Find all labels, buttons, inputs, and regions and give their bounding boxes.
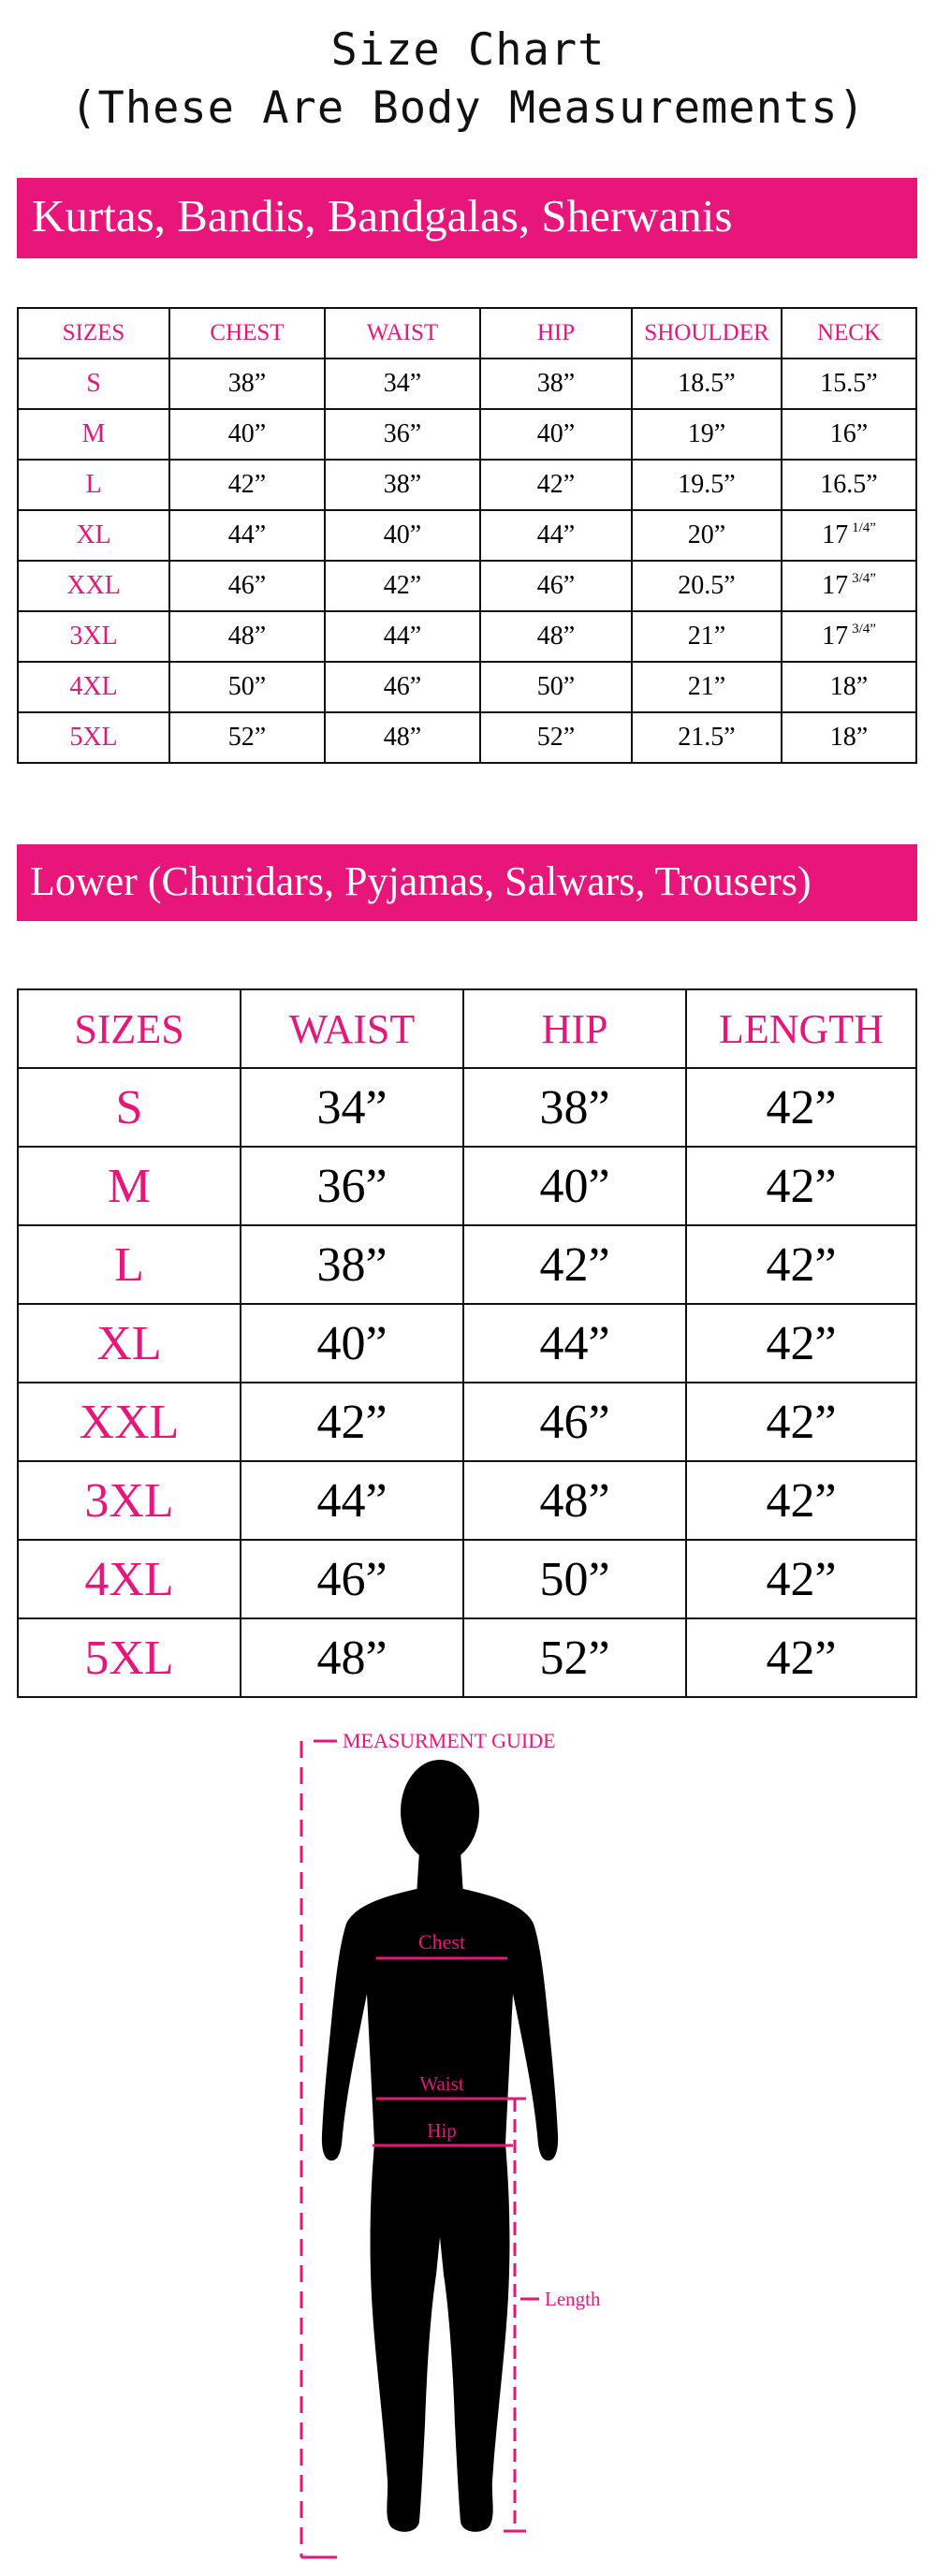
table-header-row: [18, 989, 916, 1068]
size-label: S: [18, 1068, 241, 1147]
size-label: 3XL: [18, 611, 169, 662]
size-label: 3XL: [18, 1461, 241, 1540]
measurement-cell: 44”: [463, 1304, 686, 1383]
measurement-cell: 42”: [325, 561, 480, 611]
table-row: [18, 359, 916, 409]
table-row: [18, 1618, 916, 1697]
measurement-cell: 16”: [782, 409, 916, 460]
measurement-cell: 48”: [480, 611, 632, 662]
measurement-cell: 16.5”: [782, 460, 916, 510]
column-header: SIZES: [18, 308, 169, 359]
size-label: XXL: [18, 1383, 241, 1461]
measurement-cell: 42”: [686, 1225, 916, 1304]
measurement-cell: 38”: [463, 1068, 686, 1147]
table-row: [18, 662, 916, 712]
table-row: [18, 1383, 916, 1461]
measurement-cell: 48”: [325, 712, 480, 763]
measurement-cell: 42”: [686, 1304, 916, 1383]
measurement-cell: 42”: [480, 460, 632, 510]
measurement-cell: 17 $^{1/4”}$: [782, 510, 916, 561]
measurement-cell: 17 $^{3/4”}$: [782, 561, 916, 611]
measurement-cell: 46”: [480, 561, 632, 611]
measurement-cell: 21”: [632, 662, 782, 712]
page-subtitle: (These Are Body Measurements): [70, 82, 866, 134]
measurement-guide: [0, 1713, 936, 2576]
measurement-cell: 44”: [325, 611, 480, 662]
measurement-cell: 50”: [169, 662, 325, 712]
measurement-cell: 48”: [463, 1461, 686, 1540]
measurement-cell: 18”: [782, 712, 916, 763]
table-row: [18, 712, 916, 763]
table-row: [18, 1540, 916, 1618]
size-label: 5XL: [18, 1618, 241, 1697]
column-header: NECK: [782, 308, 916, 359]
hip-label: Hip: [427, 2119, 457, 2142]
measurement-cell: 18.5”: [632, 359, 782, 409]
measurement-cell: 52”: [463, 1618, 686, 1697]
measurement-cell: 34”: [241, 1068, 463, 1147]
table-row: [18, 1304, 916, 1383]
size-label: XXL: [18, 561, 169, 611]
measurement-cell: 44”: [169, 510, 325, 561]
measurement-cell: 44”: [241, 1461, 463, 1540]
column-header: SHOULDER: [632, 308, 782, 359]
section2-banner: [17, 844, 917, 921]
table-row: [18, 1225, 916, 1304]
section2-banner-label: Lower (Churidars, Pyjamas, Salwars, Trousers): [30, 858, 812, 904]
measurement-cell: 40”: [480, 409, 632, 460]
measurement-cell: 15.5”: [782, 359, 916, 409]
column-header: WAIST: [325, 308, 480, 359]
section1-banner-label: Kurtas, Bandis, Bandgalas, Sherwanis: [32, 190, 733, 242]
chest-label: Chest: [417, 1930, 466, 1954]
measurement-cell: 20.5”: [632, 561, 782, 611]
measurement-cell: 20”: [632, 510, 782, 561]
column-header: WAIST: [241, 989, 463, 1068]
waist-label: Waist: [419, 2072, 464, 2095]
size-label: 4XL: [18, 1540, 241, 1618]
fraction-superscript: 3/4”: [852, 571, 876, 586]
table-row: [18, 409, 916, 460]
measurement-cell: 48”: [241, 1618, 463, 1697]
table-row: [18, 611, 916, 662]
page-title: Size Chart: [330, 24, 606, 76]
measurement-cell: 42”: [686, 1068, 916, 1147]
measurement-cell: 38”: [169, 359, 325, 409]
measurement-cell: 46”: [169, 561, 325, 611]
measurement-cell: 38”: [480, 359, 632, 409]
measurement-cell: 40”: [325, 510, 480, 561]
length-label: Length: [545, 2288, 601, 2310]
measurement-cell: 18”: [782, 662, 916, 712]
lower-size-table: [17, 988, 917, 1698]
measurement-cell: 44”: [480, 510, 632, 561]
table-row: [18, 1461, 916, 1540]
upper-size-table: [17, 307, 917, 764]
table-row: [18, 1147, 916, 1225]
measurement-cell: 42”: [686, 1618, 916, 1697]
table-row: [18, 561, 916, 611]
size-label: M: [18, 1147, 241, 1225]
measurement-cell: 48”: [169, 611, 325, 662]
fraction-superscript: 3/4”: [852, 622, 876, 637]
column-header: LENGTH: [686, 989, 916, 1068]
measurement-cell: 42”: [241, 1383, 463, 1461]
table-row: [18, 460, 916, 510]
measurement-cell: 42”: [686, 1461, 916, 1540]
column-header: CHEST: [169, 308, 325, 359]
measurement-cell: 17 $^{3/4”}$: [782, 611, 916, 662]
measurement-cell: 21.5”: [632, 712, 782, 763]
measurement-cell: 21”: [632, 611, 782, 662]
size-label: M: [18, 409, 169, 460]
size-label: XL: [18, 510, 169, 561]
measurement-cell: 42”: [463, 1225, 686, 1304]
measurement-cell: 36”: [325, 409, 480, 460]
size-label: 4XL: [18, 662, 169, 712]
measurement-cell: 19.5”: [632, 460, 782, 510]
section1-banner: [17, 178, 917, 258]
measurement-cell: 42”: [169, 460, 325, 510]
measurement-cell: 42”: [686, 1147, 916, 1225]
measurement-cell: 38”: [325, 460, 480, 510]
measurement-cell: 40”: [169, 409, 325, 460]
size-label: L: [18, 460, 169, 510]
table-row: [18, 1068, 916, 1147]
measurement-cell: 19”: [632, 409, 782, 460]
column-header: HIP: [463, 989, 686, 1068]
column-header: HIP: [480, 308, 632, 359]
size-label: XL: [18, 1304, 241, 1383]
measurement-cell: 46”: [325, 662, 480, 712]
size-label: L: [18, 1225, 241, 1304]
measurement-cell: 46”: [463, 1383, 686, 1461]
measurement-cell: 38”: [241, 1225, 463, 1304]
table-header-row: [18, 308, 916, 359]
column-header: SIZES: [18, 989, 241, 1068]
measurement-cell: 42”: [686, 1540, 916, 1618]
fraction-superscript: 1/4”: [852, 520, 876, 535]
measurement-cell: 42”: [686, 1383, 916, 1461]
size-label: 5XL: [18, 712, 169, 763]
measurement-cell: 50”: [480, 662, 632, 712]
measurement-cell: 34”: [325, 359, 480, 409]
measurement-cell: 40”: [241, 1304, 463, 1383]
measurement-cell: 46”: [241, 1540, 463, 1618]
measurement-cell: 36”: [241, 1147, 463, 1225]
size-label: S: [18, 359, 169, 409]
measurement-cell: 52”: [480, 712, 632, 763]
measurement-cell: 52”: [169, 712, 325, 763]
measurement-guide-title: MEASURMENT GUIDE: [343, 1729, 556, 1752]
table-row: [18, 510, 916, 561]
measurement-cell: 50”: [463, 1540, 686, 1618]
measurement-cell: 40”: [463, 1147, 686, 1225]
